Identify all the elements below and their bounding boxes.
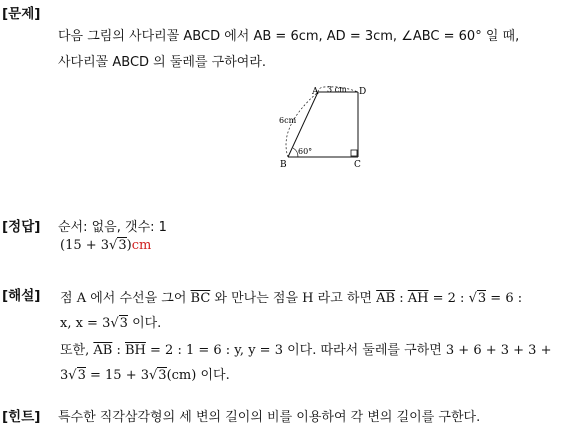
hint-tag: [힌트] bbox=[2, 409, 41, 425]
solution-l1-a: 점 A 에서 수선을 그어 bbox=[60, 291, 187, 306]
vertex-label-b: B bbox=[280, 160, 287, 170]
segment-ab: $\overline{AB}$ bbox=[376, 291, 396, 306]
vertex-label-d: D bbox=[359, 87, 367, 97]
solution-l3-a: 또한, bbox=[60, 343, 90, 358]
answer-expr-pre: (15 + 3 bbox=[60, 238, 110, 253]
solution-l3-colon: : bbox=[112, 343, 125, 358]
problem-tag: [문제] bbox=[2, 6, 41, 22]
answer-expression: (15 + 3√3)cm bbox=[60, 238, 152, 253]
problem-line-2: 사다리꼴 ABCD 의 둘레를 구하여라. bbox=[58, 55, 267, 70]
solution-line-3 bbox=[60, 339, 551, 358]
solution-l4-radicand-1: 3 bbox=[77, 368, 86, 383]
answer-tag: [정답] bbox=[2, 219, 41, 235]
solution-l1-c: = 2 : bbox=[428, 291, 469, 306]
solution-line-1: 점 A 에서 수선을 그어 $\overline{BC}$ 와 만나는 점을 H 라고 하면 $\overline{AB}$ : $\overline{AH} = 2$ : √3 = 6 : bbox=[60, 291, 523, 306]
solution-l4-b: = 15 + 3 bbox=[85, 368, 149, 383]
solution-l4-radicand-2: 3 bbox=[158, 368, 167, 383]
trapezoid-figure bbox=[274, 82, 394, 172]
angle-label-b: 60° bbox=[298, 147, 313, 156]
solution-line-4: 3√3 = 15 + 3√3(cm) 이다. bbox=[60, 368, 230, 383]
segment-ab-2: $\overline{AB}$ bbox=[93, 343, 113, 358]
hint-line-1: 특수한 직각삼각형의 세 변의 길이의 비를 이용하여 각 변의 길이를 구한다. bbox=[58, 410, 481, 425]
segment-bc: $\overline{BC}$ bbox=[190, 291, 211, 306]
vertex-label-a: A bbox=[312, 87, 319, 97]
answer-unit: cm bbox=[131, 238, 152, 253]
solution-l4-c: (cm) 이다. bbox=[166, 368, 230, 383]
solution-line-2: x, x = 3√3 이다. bbox=[60, 316, 162, 331]
solution-l3-b: = 2 : 1 = 6 : y, y = 3 이다. 따라서 둘레를 구하면 3 + 6 + 3 + 3 + bbox=[145, 343, 552, 358]
solution-l1-colon: : bbox=[395, 291, 408, 306]
length-label-ad: 3 cm bbox=[327, 85, 347, 94]
solution-l1-radicand: 3 bbox=[477, 291, 487, 306]
vertex-label-c: C bbox=[354, 160, 361, 170]
solution-l1-d: = 6 : bbox=[486, 291, 523, 306]
answer-expr-radicand: 3 bbox=[118, 238, 127, 253]
segment-bh: $\overline{BH}$ bbox=[125, 343, 146, 358]
solution-l4-a: 3 bbox=[60, 368, 69, 383]
segment-ah: $\overline{AH}$ bbox=[407, 291, 429, 306]
problem-line-1: 다음 그림의 사다리꼴 ABCD 에서 AB = 6cm, AD = 3cm, ∠ABC = 60° 일 때, bbox=[58, 29, 520, 44]
solution-l2-a: x, x = 3 bbox=[60, 316, 111, 331]
solution-tag: [해설] bbox=[2, 288, 41, 304]
solution-l2-radicand: 3 bbox=[119, 316, 128, 331]
solution-l2-b: 이다. bbox=[127, 316, 162, 331]
solution-l1-b: 와 만나는 점을 H 라고 하면 bbox=[214, 291, 373, 306]
answer-line-1: 순서: 없음, 갯수: 1 bbox=[58, 220, 167, 235]
length-label-ab: 6cm bbox=[279, 116, 297, 125]
answer-expr-post: ) bbox=[126, 238, 132, 253]
